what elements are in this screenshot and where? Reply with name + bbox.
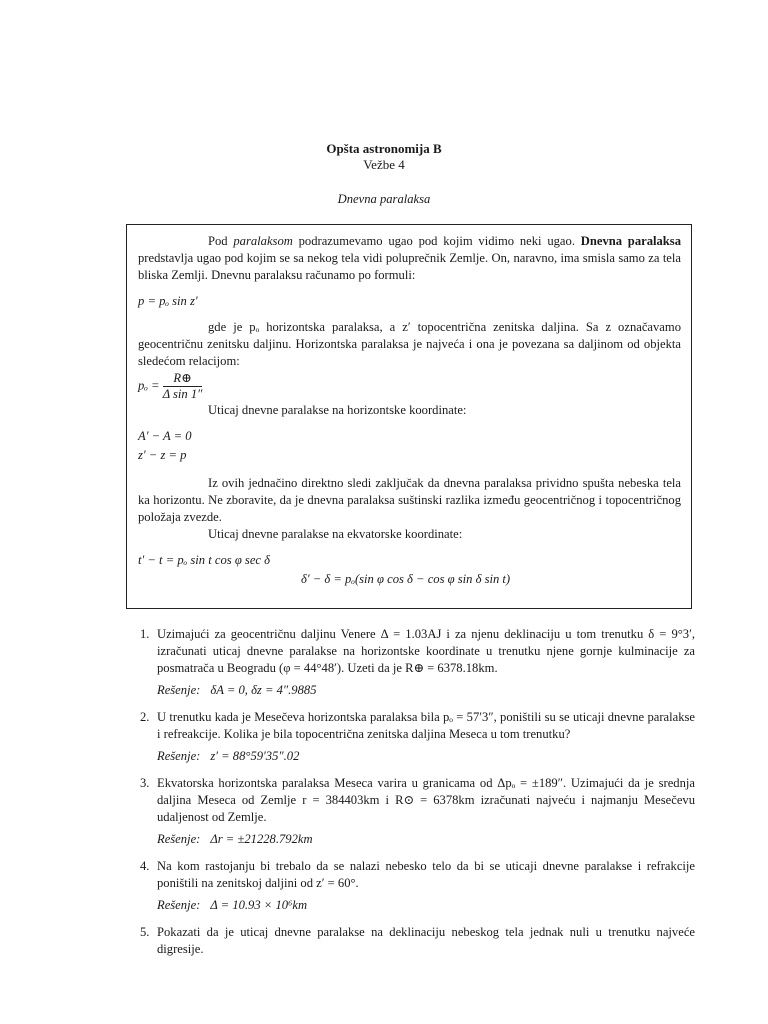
problem-solution xyxy=(157,682,695,699)
problem-solution xyxy=(157,748,695,765)
problem-number: 5. xyxy=(140,925,150,939)
problem-item xyxy=(140,626,695,699)
theory-paragraph-5: Uticaj dnevne paralakse na ekvatorske koordinate: xyxy=(208,527,463,541)
problem-number: 2. xyxy=(140,710,150,724)
theory-paragraph-1 xyxy=(138,233,681,284)
problem-item xyxy=(140,858,695,914)
problem-list xyxy=(140,626,695,968)
section-title: Dnevna paralaksa xyxy=(337,192,431,206)
fraction xyxy=(163,371,203,402)
document-subtitle: Vežbe 4 xyxy=(363,157,405,172)
fraction-numerator: R⊕ xyxy=(163,371,203,387)
problem-item xyxy=(140,924,695,958)
text-span: Pod xyxy=(208,234,234,248)
equation-horizontal-parallax xyxy=(138,371,681,402)
solution-label: Rešenje: xyxy=(157,898,201,912)
theory-paragraph-4: Iz ovih jednačino direktno sledi zaključak da dnevna paralaksa prividno spušta nebeska tela ka horizontu. Ne zboravite, da je dnevna paralaksa suštinski razlika između geocentričnog i topocentričnog položaja zvezde. xyxy=(138,476,681,524)
theory-paragraph-2: gde je pₒ horizontska paralaksa, a z′ topocentrična zenitska daljina. Sa z označavamo geocentričnu zenitsku daljinu. Horizontska paralaksa je najveća i ona je povezana sa daljinom od objekta sledećom relacijom: xyxy=(138,320,681,368)
document-header xyxy=(0,141,768,173)
term-paralaksa: paralaksom xyxy=(233,234,293,248)
fraction-denominator: Δ sin 1″ xyxy=(162,387,203,401)
equation-lhs: pₒ = xyxy=(138,378,160,393)
problem-text: Na kom rastojanju bi trebalo da se nalazi nebesko telo da bi se uticaji dnevne paralakse i refrakcije poništili na zenitskoj daljini od z′ = 60°. xyxy=(157,859,695,890)
solution-label: Rešenje: xyxy=(157,683,201,697)
problem-number: 4. xyxy=(140,859,150,873)
theory-box xyxy=(126,224,692,609)
solution-value: z′ = 88°59′35″.02 xyxy=(210,749,300,763)
document-title: Opšta astronomija B xyxy=(326,141,442,156)
problem-text: Pokazati da je uticaj dnevne paralakse na deklinaciju nebeskog tela jednak nuli u trenutku najveće digresije. xyxy=(157,925,695,956)
text-span: podrazumevamo ugao pod kojim vidimo neki ugao. xyxy=(292,234,581,248)
problem-number: 1. xyxy=(140,627,150,641)
equation-parallax: p = pₒ sin z′ xyxy=(138,294,198,308)
theory-paragraph-3: Uticaj dnevne paralakse na horizontske koordinate: xyxy=(208,403,467,417)
problem-number: 3. xyxy=(140,776,150,790)
problem-solution xyxy=(157,831,695,848)
solution-label: Rešenje: xyxy=(157,832,201,846)
problem-text: Uzimajući za geocentričnu daljinu Venere Δ = 1.03AJ i za njenu deklinaciju u tom trenutku δ = 9°3′, izračunati uticaj dnevne paralakse na horizontske koordinate u trenutku njene gornje kulminacije za posmatrača u Beogradu (φ = 44°48′). Uzeti da je R⊕ = 6378.18km. xyxy=(157,627,695,675)
equation-azimuth: A′ − A = 0 xyxy=(138,429,192,443)
problem-text: U trenutku kada je Mesečeva horizontska paralaksa bila pₒ = 57′3″, poništili su se uticaji dnevne paralakse i refreakcije. Kolika je bila topocentrična zenitska daljina Meseca u tom trenutku? xyxy=(157,710,695,741)
problem-item xyxy=(140,775,695,848)
solution-value: Δr = ±21228.792km xyxy=(210,832,313,846)
text-span: predstavlja ugao pod kojim se sa nekog tela vidi poluprečnik Zemlje. On, naravno, ima smisla samo za tela bliska Zemlji. Dnevnu paralaksu računamo po formuli: xyxy=(138,251,681,282)
equation-zenith: z′ − z = p xyxy=(138,448,187,462)
solution-value: δA = 0, δz = 4″.9885 xyxy=(210,683,317,697)
term-dnevna-paralaksa: Dnevna paralaksa xyxy=(580,234,681,248)
problem-item xyxy=(140,709,695,765)
solution-value: Δ = 10.93 × 10⁶km xyxy=(210,898,308,912)
equation-hour-angle: t′ − t = pₒ sin t cos φ sec δ xyxy=(138,553,271,567)
equation-declination: δ′ − δ = pₒ(sin φ cos δ − cos φ sin δ sin t) xyxy=(301,572,511,586)
problem-solution xyxy=(157,897,695,914)
problem-text: Ekvatorska horizontska paralaksa Meseca varira u granicama od Δpₒ = ±189″. Uzimajući da je srednja daljina Meseca od Zemlje r = 384403km i R⊙ = 6378km izračunati najveću i najmanju Mesečevu udaljenost od Zemlje. xyxy=(157,776,695,824)
solution-label: Rešenje: xyxy=(157,749,201,763)
